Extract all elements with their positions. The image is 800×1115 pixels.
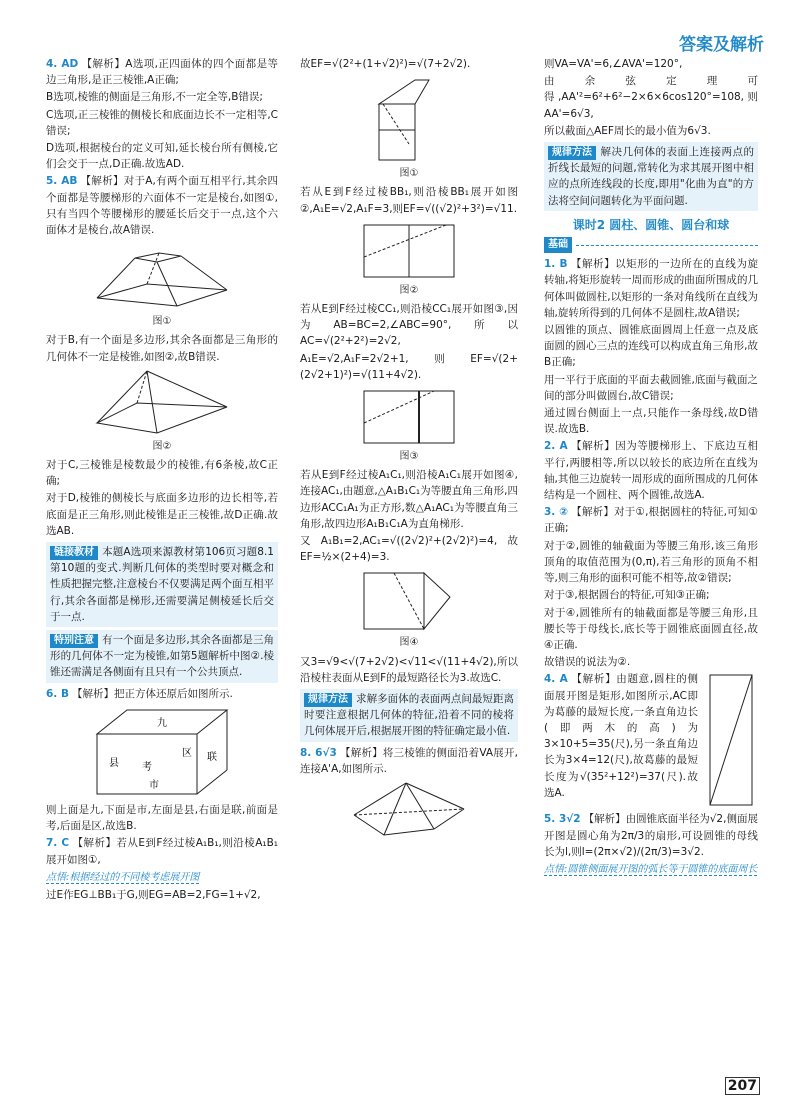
c3-line-2: 由余弦定理可得,AA'²=6²+6²−2×6×6cos120°=108,则AA'=6√3, <box>544 75 758 120</box>
c3-q2-number: 2. A <box>544 440 568 453</box>
column-2 <box>300 56 518 843</box>
q6-block <box>46 686 278 702</box>
unfold-figure-4 <box>354 567 464 633</box>
frustum-figure <box>77 240 247 312</box>
basic-badge: 基础 <box>544 237 572 253</box>
special-note-box <box>46 630 278 683</box>
q5-text-c: 对于C,三棱锥是棱数最少的棱锥,有6条棱,故C正确; <box>46 459 278 488</box>
c3-q1-text-b: 以圆锥的顶点、圆锥底面圆周上任意一点及底面圆的圆心三点的连线可以构成直角三角形,故B正确; <box>544 324 758 369</box>
ef-line-7: 又3=√9<√(7+2√2)<√11<√(11+4√2),所以沿棱柱表面从E到F的最短路径长为3.故选C. <box>300 655 518 684</box>
link-textbook-label: 链接教材 <box>50 546 98 560</box>
c3-q3-number: 3. ② <box>544 506 569 519</box>
ef-line-4: A₁E=√2,A₁F=2√2+1,则EF=√(2+(2√2+1)²)=√(11+4√2). <box>300 352 518 381</box>
cube-label-top: 九 <box>157 717 167 729</box>
ef-line-3: 若从E到F经过棱CC₁,则沿棱CC₁展开如图③,因为AB=BC=2,∠ABC=90°,所以AC=√(2²+2²)=2√2, <box>300 303 518 348</box>
c3-q5-block <box>544 811 758 860</box>
c3-q1-text-d: 通过圆台侧面上一点,只能作一条母线,故D错误.故选B. <box>544 407 758 436</box>
basic-divider <box>576 245 758 246</box>
rule-method-label-2: 规律方法 <box>548 146 596 160</box>
ef-line-5: 若从E到F经过棱A₁C₁,则沿棱A₁C₁展开如图④,连接AC₁,由题意,△A₁B₁C₁为等腰直角三角形,四边形ACC₁A₁为正方形,数△A₁AC₁为等腰直角三角形,故四边形A₁B₁C₁A为直角梯形. <box>300 469 518 530</box>
c3-q1-block <box>544 256 758 321</box>
unfold-caption-3: 图③ <box>399 451 419 463</box>
q4-text-b: B选项,棱锥的侧面是三角形,不一定全等,B错误; <box>46 91 263 104</box>
rule-method-box-2 <box>544 142 758 211</box>
c3-q3-text-e: 故错误的说法为②. <box>544 656 631 669</box>
q4-text-a: 【解析】A选项,正四面体的四个面都是等边三角形,是正三棱锥,A正确; <box>46 58 278 87</box>
rule-method-box-1 <box>300 689 518 742</box>
c3-q3-text-d: 对于④,圆锥所有的轴截面都是等腰三角形,且腰长等于母线长,底长等于圆锥底面圆直径,故④正确. <box>544 606 758 651</box>
q5-text-d: 对于D,棱锥的侧棱长与底面多边形的边长相等,若底面是正三角形,则此棱锥是正三棱锥,故D正确.故选AB. <box>46 492 278 537</box>
link-textbook-box <box>46 542 278 627</box>
c3-q3-block <box>544 504 758 536</box>
c3-q2-block <box>544 438 758 503</box>
unfold-caption-2: 图② <box>399 284 419 296</box>
c3-q4-wrap <box>544 671 758 811</box>
c3-q5-number: 5. 3√2 <box>544 813 581 826</box>
q7-text: 【解析】若从E到F经过棱A₁B₁,则沿棱A₁B₁展开如图①, <box>46 837 279 866</box>
unfold-figure-3 <box>354 385 464 447</box>
c3-q3-text-b: 对于②,圆锥的轴截面为等腰三角形,该三角形顶角的取值范围为(0,π),若三角形的顶角不相等,则三角形的面积可能不相等,故②错误; <box>544 539 758 585</box>
c3-q1-text-c: 用一平行于底面的平面去截圆锥,底面与截面之间的部分叫做圆台,故C错误; <box>544 373 758 402</box>
q6-text-b: 则上面是九,下面是市,左面是县,右面是联,前面是考,后面是区,故选B. <box>46 803 278 833</box>
figure-2-caption: 图② <box>152 440 172 452</box>
q5-text-b: 对于B,有一个面是多边形,其余各面都是三角形的几何体不一定是棱锥,如图②,故B错误. <box>46 334 278 363</box>
c3-q4-block <box>544 671 698 810</box>
cube-label-bottom: 市 <box>149 779 159 791</box>
c3-q5-text: 【解析】由圆锥底面半径为√2,侧面展开图是圆心角为2π/3的扇形,可设圆锥的母线长为l,则l=(2π×√2)/(2π/3)=3√2. <box>544 813 758 858</box>
ef-line-2: 若从E到F经过棱BB₁,则沿棱BB₁展开如图②,A₁E=√2,A₁F=3,则EF=√((√2)²+3²)=√11. <box>300 186 518 215</box>
c3-line-3: 所以截面△AEF周长的最小值为6√3. <box>544 124 711 137</box>
c3-q4-number: 4. A <box>544 673 568 686</box>
rule-method-text-2: 解决几何体的表面上连接两点的折线长最短的问题,常转化为求其展开图中相应的点所连线段的长度,即用"化曲为直"的方法将空间问题转化为平面问题. <box>548 146 754 207</box>
q7-text-b: 过E作EG⊥BB₁于G,则EG=AB=2,FG=1+√2, <box>46 888 261 901</box>
q5-block <box>46 173 278 238</box>
q4-block <box>46 56 278 88</box>
pyramid-figure <box>77 367 247 437</box>
q8-block <box>300 745 518 777</box>
q7-block <box>46 835 278 867</box>
column-1 <box>46 56 278 904</box>
c3-q4-text: 【解析】由题意,圆柱的侧面展开图是矩形,如图所示,AC即为葛藤的最短长度,一条直角边长(即两木的高)为3×10+5=35(尺),另一条直角边长为3×4=12(尺),故葛藤的最短长度为√(35²+12²)=37(尺).故选A. <box>544 673 698 799</box>
column-3 <box>544 56 758 879</box>
unfold-caption-1: 图① <box>399 168 419 180</box>
q8-number: 8. 6√3 <box>300 746 337 759</box>
q7-number: 7. C <box>46 837 70 850</box>
ef-line-6: 又A₁B₁=2,AC₁=√((2√2)²+(2√2)²)=4,故EF=½×(2+4)=3. <box>300 535 518 564</box>
q6-text: 【解析】把正方体还原后如图所示. <box>71 687 233 700</box>
unfold-caption-4: 图④ <box>399 637 419 649</box>
pyramid-unfold-figure <box>344 779 474 841</box>
cube-label-front: 考 <box>142 761 152 773</box>
q8-text: 【解析】将三棱锥的侧面沿着VA展开,连接A'A,如图所示. <box>300 746 519 775</box>
c3-q1-text-a: 【解析】以矩形的一边所在的直线为旋转轴,将矩形旋转一周而形成的曲面所围成的几何体叫做圆柱,以矩形的一条对角线所在直线为轴,旋转所得到的几何体不是圆柱,故A错误; <box>544 258 758 319</box>
c3-line-1: 则VA=VA'=6,∠AVA'=120°, <box>544 58 683 70</box>
q5-number: 5. AB <box>46 175 78 188</box>
q5-text-a: 【解析】对于A,有两个面互相平行,其余四个面都是等腰梯形的六面体不一定是棱台,如图①,只有当四个等腰梯形的腰延长后交于一点,这个六面体才是棱台,故A错误. <box>46 175 278 237</box>
special-note-label: 特别注意 <box>50 634 98 648</box>
rule-method-text-1: 求解多面体的表面两点间最短距离时要注意根据几何体的特征,沿着不同的棱将几何体展开后,根据展开图的特征确定最小值. <box>304 693 514 738</box>
lesson-title: 课时2 圆柱、圆锥、圆台和球 <box>572 217 730 232</box>
unfold-figure-2 <box>354 219 464 281</box>
c3-q1-number: 1. B <box>544 258 568 271</box>
cube-figure <box>87 704 237 800</box>
q4-text-d: D选项,根据棱台的定义可知,延长棱台所有侧棱,它们会交于一点,D正确.故选AD. <box>46 142 278 171</box>
link-textbook-text: 本题A选项来源教材第106页习题8.1第10题的变式.判断几何体的类型时要对概念和性质把握完整,注意棱台不仅要满足两个面互相平行,其余各面都是梯形,还需要满足侧棱延长后交于一点. <box>50 546 274 623</box>
c3-q5-note: 点悟:圆锥侧面展开图的弧长等于圆锥的底面周长 <box>544 863 758 875</box>
unfold-figure-1 <box>369 74 449 164</box>
special-note-text: 有一个面是多边形,其余各面都是三角形的几何体不一定为棱锥,如第5题解析中图②.棱锥还需满足各侧面有且只有一个公共顶点. <box>50 634 274 679</box>
ef-line-1: 故EF=√(2²+(1+√2)²)=√(7+2√2). <box>300 58 471 70</box>
rule-method-label-1: 规律方法 <box>304 693 352 707</box>
q7-note: 点悟:根据经过的不同棱考虑展开图 <box>46 871 200 883</box>
q4-number: 4. AD <box>46 58 79 70</box>
cylinder-unfold-figure <box>704 671 758 811</box>
basic-section-header <box>544 237 758 253</box>
c3-q3-text-a: 【解析】对于①,根据圆柱的特征,可知①正确; <box>544 506 758 535</box>
cube-label-left: 县 <box>109 757 119 769</box>
cube-label-back: 区 <box>182 747 192 759</box>
page-number: 207 <box>725 1077 760 1095</box>
q6-number: 6. B <box>46 687 69 700</box>
figure-1-caption: 图① <box>152 316 172 328</box>
header-title: 答案及解析 <box>679 35 764 55</box>
q4-text-c: C选项,正三棱锥的侧棱长和底面边长不一定相等,C错误; <box>46 108 278 137</box>
c3-q2-text: 【解析】因为等腰梯形上、下底边互相平行,两腰相等,所以以较长的底边所在直线为轴,其他三边旋转一周形成的面所围成的几何体结构是一个圆柱、两个圆锥,故选A. <box>544 440 759 502</box>
cube-label-right: 联 <box>207 751 217 763</box>
c3-q3-text-c: 对于③,根据圆台的特征,可知③正确; <box>544 589 710 602</box>
